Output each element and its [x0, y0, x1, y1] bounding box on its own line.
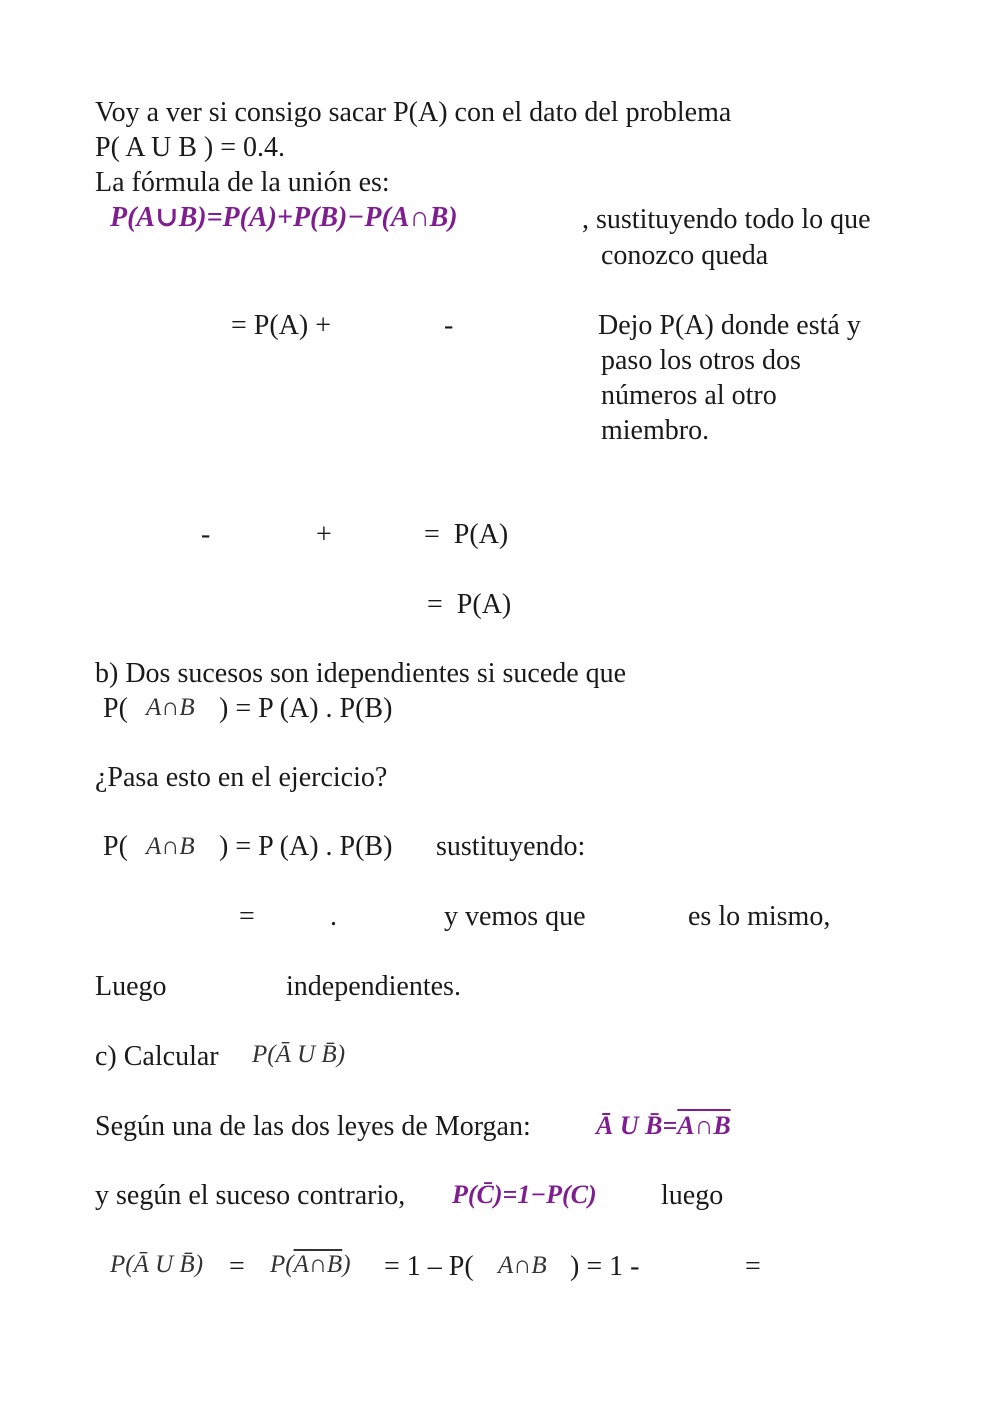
morgan-lhs: Ā U B̄: [596, 1111, 663, 1140]
result-y-vemos: y vemos que: [444, 901, 586, 932]
text-line-2: P( A U B ) = 0.4.: [95, 132, 286, 163]
eq1-lhs: = P(A) +: [231, 310, 332, 341]
eq3: = P(A): [427, 589, 512, 620]
part-b-intro: b) Dos sucesos son idependientes si sucede que: [95, 658, 627, 689]
conclusion-indep: independientes.: [286, 971, 461, 1002]
contrario-luego: luego: [661, 1180, 724, 1211]
check-label: sustituyendo:: [436, 831, 586, 862]
final-rest2: ) = 1 -: [570, 1251, 640, 1282]
formula-minus: −: [347, 202, 365, 233]
result-mismo: es lo mismo,: [688, 901, 831, 932]
formula-plus: +: [276, 202, 293, 233]
final-eq-end: =: [745, 1251, 761, 1282]
after-formula-2: conozco queda: [601, 240, 769, 271]
eq2-minus: -: [201, 519, 211, 550]
morgan-eq: =: [662, 1111, 678, 1140]
final-rest1: = 1 – P(: [384, 1251, 474, 1282]
morgan-label: Según una de las dos leyes de Morgan:: [95, 1111, 531, 1142]
note-line-4: miembro.: [601, 415, 710, 446]
contrario-label: y según el suceso contrario,: [95, 1180, 406, 1211]
formula-eq: =: [206, 202, 223, 233]
note-line-1: Dejo P(A) donde está y: [598, 310, 861, 341]
formula-t3: P(A∩B): [364, 202, 458, 233]
check-intersection: A∩B: [146, 833, 195, 860]
result-dot: .: [330, 901, 337, 932]
final-mid: [270, 1251, 351, 1279]
formula-t2: P(B): [292, 202, 348, 233]
eq2-rhs: = P(A): [424, 519, 509, 550]
text-line-1: Voy a ver si consigo sacar P(A) con el dato del problema: [95, 97, 732, 128]
calc-label: c) Calcular: [95, 1041, 219, 1072]
final-lhs: P(Ā U B̄): [110, 1251, 204, 1278]
question: ¿Pasa esto en el ejercicio?: [95, 762, 388, 793]
formula-t1: P(A): [222, 202, 277, 233]
contrario-formula: P(C̄)=1−P(C): [452, 1180, 597, 1209]
final-mid-p: P(: [270, 1251, 294, 1278]
after-formula-1: , sustituyendo todo lo que: [582, 204, 871, 235]
union-formula: [110, 200, 458, 234]
formula-lhs: P(A∪B): [110, 202, 207, 233]
cond-rest: ) = P (A) . P(B): [219, 693, 393, 724]
note-line-3: números al otro: [601, 380, 777, 411]
text-line-3: La fórmula de la unión es:: [95, 167, 390, 198]
check-p-open: P(: [103, 831, 128, 862]
final-intersection: A∩B: [498, 1252, 547, 1279]
calc-target: P(Ā U B̄): [252, 1041, 346, 1068]
final-mid-bar: A∩B: [293, 1251, 343, 1278]
morgan-rhs: A∩B: [677, 1111, 731, 1140]
result-eq: =: [239, 901, 255, 932]
cond-intersection: A∩B: [146, 694, 195, 721]
note-line-2: paso los otros dos: [601, 345, 801, 376]
cond-p-open: P(: [103, 693, 128, 724]
eq2-plus: +: [316, 519, 332, 550]
eq1-minus: -: [444, 310, 454, 341]
check-rest: ) = P (A) . P(B): [219, 831, 393, 862]
conclusion-luego: Luego: [95, 971, 167, 1002]
morgan-law: [596, 1111, 731, 1141]
final-mid-close: ): [342, 1251, 351, 1278]
final-eq1: =: [229, 1251, 245, 1282]
